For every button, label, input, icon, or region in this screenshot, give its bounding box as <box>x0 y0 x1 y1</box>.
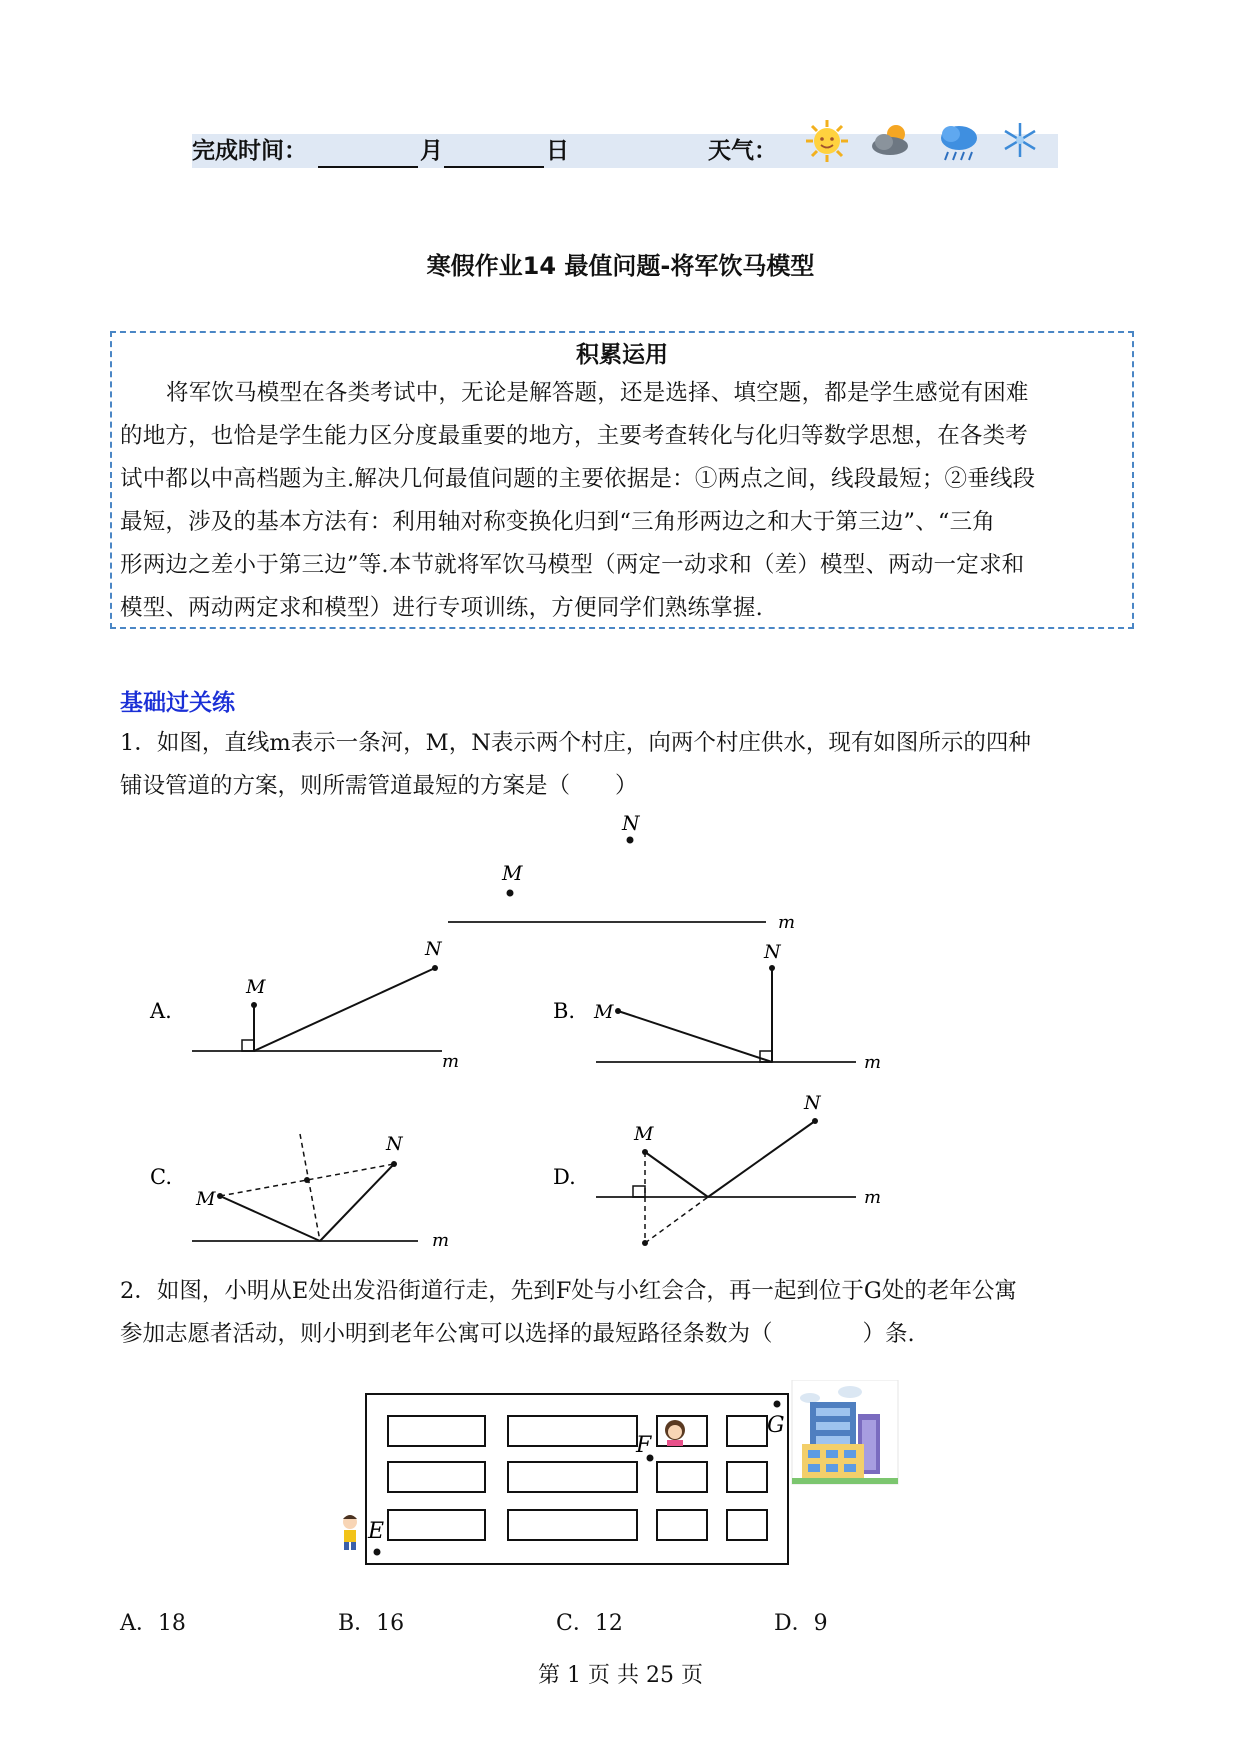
d-label-m: M <box>634 1123 654 1145</box>
cloudy-icon <box>868 120 916 162</box>
boy-avatar-icon <box>343 1515 357 1550</box>
a-label-m: M <box>246 976 266 998</box>
sun-icon <box>804 118 850 164</box>
q1-main-figure <box>448 811 795 933</box>
rain-icon <box>936 120 982 166</box>
option-b-label: B. <box>553 999 576 1023</box>
main-label-river: m <box>778 912 796 933</box>
section-heading: 基础过关练 <box>120 690 235 716</box>
a-label-river: m <box>442 1051 460 1072</box>
answer-option-d: D．9 <box>774 1611 828 1636</box>
snow-icon <box>1000 120 1040 160</box>
answer-option-b: B．16 <box>338 1611 405 1636</box>
page-title: 寒假作业14 最值问题-将军饮马模型 <box>426 252 815 280</box>
main-label-n: N <box>622 811 640 835</box>
label-e: E <box>368 1519 385 1544</box>
b-label-m: M <box>594 1001 614 1023</box>
c-label-m: M <box>196 1188 216 1210</box>
option-b-figure <box>553 941 881 1073</box>
intro-line-4: 最短，涉及的基本方法有：利用轴对称变换化归到“三角形两边之和大于第三边”、“三角 <box>120 509 996 535</box>
main-label-m: M <box>502 861 523 885</box>
c-label-river: m <box>432 1230 450 1250</box>
month-label: 月 <box>420 138 443 164</box>
intro-line-5: 形两边之差小于第三边”等.本节就将军饮马模型（两定一动求和（差）模型、两动一定求和 <box>120 552 1025 578</box>
intro-line-1: 将军饮马模型在各类考试中，无论是解答题，还是选择、填空题，都是学生感觉有困难 <box>166 380 1029 406</box>
completion-time-label: 完成时间： <box>192 138 307 164</box>
q2-text-line-2: 参加志愿者活动，则小明到老年公寓可以选择的最短路径条数为（ ）条. <box>120 1321 915 1347</box>
intro-line-2: 的地方，也恰是学生能力区分度最重要的地方，主要考查转化与化归等数学思想，在各类考 <box>120 423 1029 449</box>
q1-text-line-1: 1．如图，直线m表示一条河，M，N表示两个村庄，向两个村庄供水，现有如图所示的四种 <box>120 730 1031 756</box>
q1-figures <box>0 800 1241 1250</box>
option-c-figure <box>150 1133 449 1250</box>
intro-line-3: 试中都以中高档题为主.解决几何最值问题的主要依据是：①两点之间，线段最短；②垂线段 <box>120 466 1036 492</box>
label-g: G <box>767 1413 785 1438</box>
weather-label: 天气： <box>708 138 777 164</box>
day-blank <box>444 134 544 168</box>
b-label-n: N <box>764 941 781 963</box>
option-c-label: C. <box>150 1165 172 1189</box>
answer-option-c: C．12 <box>556 1611 623 1636</box>
answer-option-a: A．18 <box>120 1611 186 1636</box>
b-label-river: m <box>864 1052 882 1073</box>
q2-street-map <box>330 1380 920 1580</box>
d-label-river: m <box>864 1187 882 1208</box>
label-f: F <box>636 1433 652 1458</box>
page-footer: 第 1 页 共 25 页 <box>538 1663 703 1688</box>
c-label-n: N <box>386 1133 403 1155</box>
girl-avatar-icon <box>665 1420 685 1446</box>
q1-text-line-2: 铺设管道的方案，则所需管道最短的方案是（ ） <box>120 773 638 799</box>
d-label-n: N <box>804 1092 821 1114</box>
day-label: 日 <box>546 138 569 164</box>
option-d-label: D. <box>553 1165 576 1189</box>
q2-text-line-1: 2．如图，小明从E处出发沿街道行走，先到F处与小红会合，再一起到位于G处的老年公寓 <box>120 1278 1017 1304</box>
option-a-label: A. <box>150 999 172 1023</box>
intro-line-6: 模型、两动两定求和模型）进行专项训练，方便同学们熟练掌握. <box>120 595 763 621</box>
intro-box-title: 积累运用 <box>576 342 668 368</box>
a-label-n: N <box>425 938 442 960</box>
apartment-building-icon <box>792 1380 898 1484</box>
month-blank <box>318 134 418 168</box>
option-a-figure <box>149 938 459 1072</box>
option-d-figure <box>553 1092 881 1246</box>
